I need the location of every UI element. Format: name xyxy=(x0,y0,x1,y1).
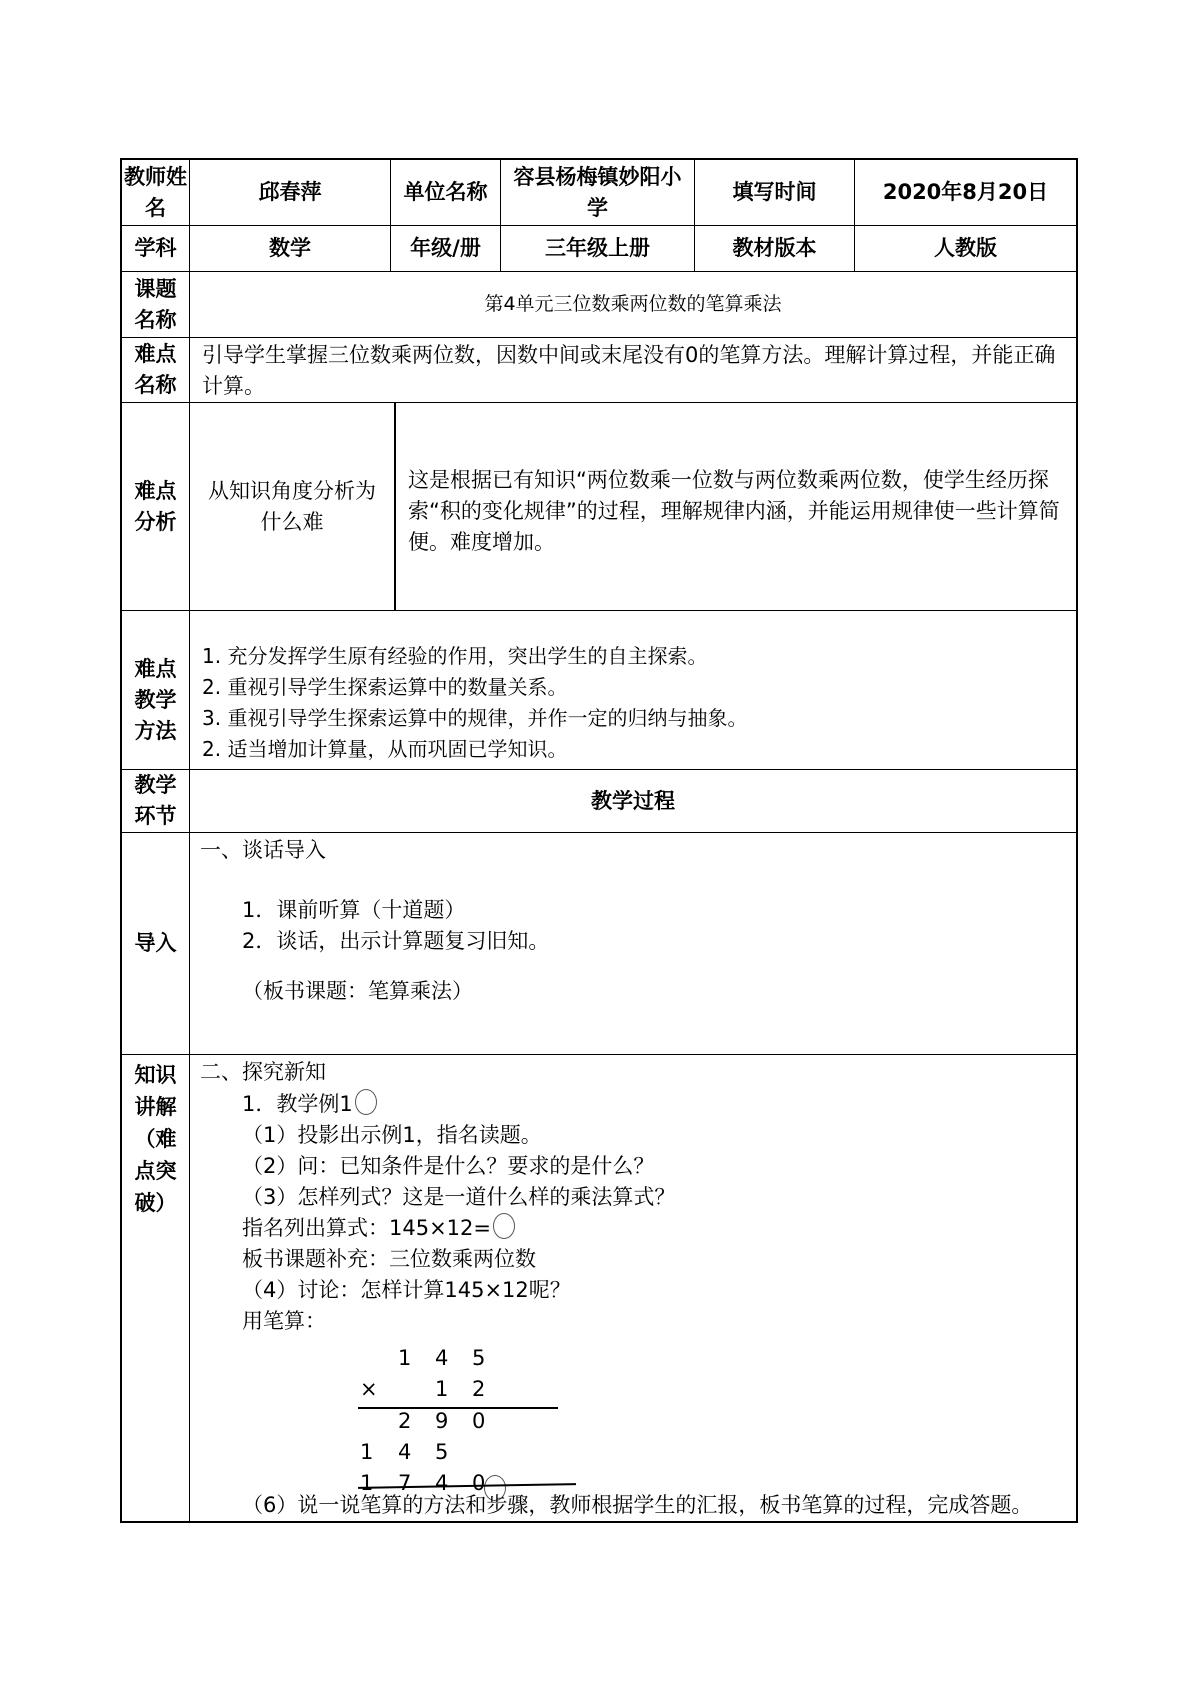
row-teacher-info xyxy=(122,160,1076,226)
edition-value: 人教版 xyxy=(934,236,997,260)
difficulty-value: 引导学生掌握三位数乘两位数，因数中间或末尾没有0的笔算方法。理解计算过程，并能正确计算。 xyxy=(202,343,1056,398)
digit: 4 xyxy=(398,1440,412,1464)
digit: 0 xyxy=(472,1409,486,1433)
row-difficulty xyxy=(122,338,1076,403)
method-label: 难点教学方法 xyxy=(122,611,190,769)
digit: 4 xyxy=(435,1471,449,1495)
edition-label: 教材版本 xyxy=(695,226,855,271)
unit-label: 单位名称 xyxy=(391,160,501,225)
knowledge-title: 二、探究新知 xyxy=(200,1060,326,1084)
row-intro xyxy=(122,833,1076,1055)
date-label: 填写时间 xyxy=(695,160,855,225)
knowledge-line-text: 1．教学例1 xyxy=(242,1092,353,1116)
analysis-value: 这是根据已有知识“两位数乘一位数与两位数乘两位数，使学生经历探索“积的变化规律”的过程，理解规律内涵，并能运用规律使一些计算简便。难度增加。 xyxy=(408,468,1060,554)
digit: 1 xyxy=(360,1440,374,1464)
digit: 1 xyxy=(360,1471,374,1495)
knowledge-line: 用笔算： xyxy=(242,1309,326,1333)
topic-label: 课题名称 xyxy=(122,272,190,337)
topic-value: 第4单元三位数乘两位数的笔算乘法 xyxy=(484,293,782,315)
row-method xyxy=(122,611,1076,770)
knowledge-line-text: 指名列出算式：145×12= xyxy=(242,1216,491,1240)
row-topic xyxy=(122,272,1076,338)
analysis-sub-label: 从知识角度分析为什么难 xyxy=(190,403,396,610)
unit-name: 容县杨梅镇妙阳小学 xyxy=(501,160,695,225)
digit: 9 xyxy=(435,1409,449,1433)
method-list xyxy=(190,641,759,771)
intro-item-1: 1．课前听算（十道题） xyxy=(242,898,466,922)
knowledge-line: （6）说一说笔算的方法和步骤，教师根据学生的汇报，板书笔算的过程，完成答题。 xyxy=(242,1493,1033,1517)
digit: 5 xyxy=(435,1440,449,1464)
knowledge-line: 板书课题补充：三位数乘两位数 xyxy=(242,1247,536,1271)
intro-note: （板书课题：笔算乘法） xyxy=(242,979,473,1003)
knowledge-line: （3）怎样列式？这是一道什么样的乘法算式？ xyxy=(242,1185,676,1209)
knowledge-line xyxy=(242,1213,515,1244)
grade-value: 三年级上册 xyxy=(501,226,695,271)
knowledge-line: （4）讨论：怎样计算145×12呢？ xyxy=(242,1278,571,1302)
method-item: 3. 重视引导学生探索运算中的规律，并作一定的归纳与抽象。 xyxy=(202,706,748,730)
knowledge-line: （2）问：已知条件是什么？要求的是什么？ xyxy=(242,1154,655,1178)
knowledge-line xyxy=(242,1089,377,1120)
digit: 5 xyxy=(472,1346,486,1370)
subject-value: 数学 xyxy=(190,226,391,271)
digit: 7 xyxy=(398,1471,412,1495)
digit: 1 xyxy=(398,1346,412,1370)
intro-title: 一、谈话导入 xyxy=(200,838,326,862)
row-process-header xyxy=(122,770,1076,833)
teacher-name: 邱春萍 xyxy=(190,160,391,225)
analysis-label: 难点分析 xyxy=(122,403,190,610)
circle-mark-icon xyxy=(493,1213,515,1239)
difficulty-label: 难点名称 xyxy=(122,338,190,402)
intro-item-2: 2．谈话，出示计算题复习旧知。 xyxy=(242,929,550,953)
teacher-label: 教师姓名 xyxy=(122,160,190,225)
row-subject-info xyxy=(122,226,1076,272)
sum-line xyxy=(358,1483,576,1489)
grade-label: 年级/册 xyxy=(391,226,501,271)
digit: 4 xyxy=(435,1346,449,1370)
lesson-plan-table xyxy=(120,158,1078,1523)
multiply-sign: × xyxy=(360,1377,378,1401)
process-header-label: 教学环节 xyxy=(122,770,190,832)
digit: 1 xyxy=(435,1377,449,1401)
intro-label: 导入 xyxy=(122,833,190,1054)
knowledge-line: （1）投影出示例1，指名读题。 xyxy=(242,1123,542,1147)
method-item: 2. 适当增加计算量，从而巩固已学知识。 xyxy=(202,737,568,761)
circle-mark-icon xyxy=(355,1089,377,1115)
process-header-value: 教学过程 xyxy=(591,788,675,813)
subject-label: 学科 xyxy=(122,226,190,271)
row-analysis xyxy=(122,403,1076,611)
digit: 0 xyxy=(472,1471,486,1495)
date-value: 2020年8月20日 xyxy=(882,180,1049,204)
knowledge-label: 知识讲解（难点突破） xyxy=(122,1055,190,1521)
method-item: 2. 重视引导学生探索运算中的数量关系。 xyxy=(202,675,568,699)
digit: 2 xyxy=(472,1377,486,1401)
method-item: 1. 充分发挥学生原有经验的作用，突出学生的自主探索。 xyxy=(202,644,708,668)
digit: 2 xyxy=(398,1409,412,1433)
row-knowledge xyxy=(122,1055,1076,1521)
sum-line xyxy=(358,1407,558,1409)
